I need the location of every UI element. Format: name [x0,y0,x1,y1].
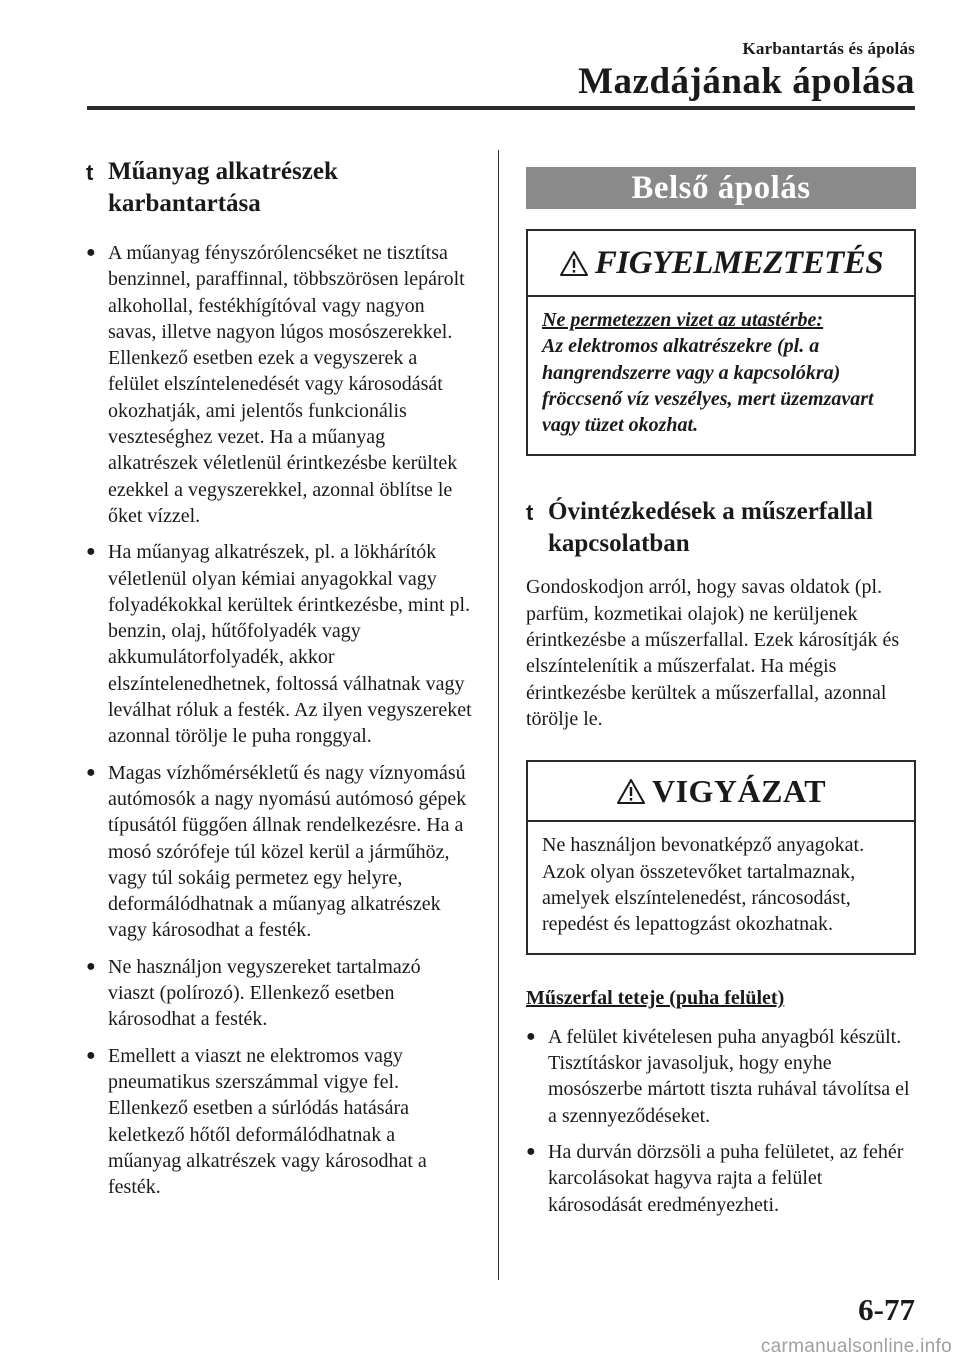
page-title: Mazdájának ápolása [578,61,915,102]
subheading-soft-surface: Műszerfal teteje (puha felület) [526,987,785,1010]
dashboard-paragraph: Gondoskodjon arról, hogy savas oldatok (pl. parfüm, kozmetikai olajok) ne kerüljenek érintkezésbe a műszerfallal. Ezek károsítják és elszíntelenítik a műszerfalat. Ha mégis érintkezésbe kerültek a műszerfallal, azonnal törölje le. [526,576,900,730]
list-item-text: A műanyag fényszórólencséket ne tisztítsa benzinnel, paraffinnal, többszörösen lepárolt alkohollal, festékhígítóval vagy nagyon savas, illetve nagyon lúgos mosószerekkel. Ellenkező esetben ezek a vegyszerek a felület elszíntelenedését vagy károsodását okozhatják, ami jelentős funkcionális veszteséghez vezet. Ha a műanyag alkatrészek véletlenül érintkezésbe kerültek ezekkel a vegyszerekkel, azonnal öblítse le őket vízzel. [108,242,465,527]
warning-text: Az elektromos alkatrészekre (pl. a hangrendszerre vagy a kapcsolókra) fröccsenő víz veszélyes, mert üzemzavart vagy tüzet okozhat. [542,335,874,437]
bullet-icon: ● [526,1027,536,1045]
section-heading-text: Műanyag alkatrészek karbantartása [108,158,338,217]
soft-surface-bullet-list [526,1024,916,1218]
list-item [86,240,472,529]
section-heading-dashboard [526,496,916,560]
list-item [86,760,472,944]
list-item-text: Emellett a viaszt ne elektromos vagy pneumatikus szerszámmal vigye fel. Ellenkező esetben a súrlódás hatására keletkező hőtől deformálódhatnak a műanyag alkatrészek vagy károsodhat a festék. [108,1044,427,1199]
warning-box-body [528,297,914,454]
bullet-icon: ● [86,244,96,261]
caution-title: VIGYÁZAT [651,772,827,809]
list-item [526,1139,916,1218]
caution-box [526,760,916,955]
warning-box-header [528,231,914,297]
section-marker: t [86,160,94,185]
caution-line-1: Ne használjon bevonatképző anyagokat. [542,834,865,857]
section-heading-text: Óvintézkedések a műszerfallal kapcsolatban [548,498,873,558]
page-number: 6-77 [858,1292,915,1327]
list-item-text: Magas vízhőmérsékletű és nagy víznyomású autómosók a nagy nyomású autómosó gépek típusától függően állnak rendelkezésre. Ha a mosó szórófeje túl közel kerül a járműhöz, vagy túl sokáig permetez egy helyre, deformálódhatnak a műanyag alkatrészek vagy károsodhat a festék. [108,761,467,942]
section-marker: t [526,500,534,526]
bullet-icon: ● [86,543,96,561]
caution-box-header [528,762,914,822]
caution-triangle-icon [616,778,646,805]
list-item [86,1043,472,1201]
warning-triangle-icon [559,250,589,277]
right-column [526,167,916,1228]
list-item [86,954,472,1033]
interior-care-banner: Belső ápolás [526,167,916,209]
warning-lead: Ne permetezzen vizet az utastérbe: [542,309,824,331]
list-item-text: Ne használjon vegyszereket tartalmazó viaszt (polírozó). Ellenkező esetben károsodhat a festék. [108,955,421,1031]
column-divider [498,150,499,1280]
list-item [86,539,472,749]
caution-line-2: Azok olyan összetevőket tartalmaznak, amelyek elszíntelenedést, ráncosodást, repedést és lepattogzást okozhatnak. [542,860,856,936]
list-item [526,1024,916,1129]
caution-box-body [528,822,914,953]
watermark: carmanualsonline.info [760,1336,952,1357]
left-column [86,156,472,1210]
section-heading-plastic [86,156,472,220]
list-item-text: A felület kivételesen puha anyagból készült. Tisztításkor javasoljuk, hogy enyhe mosószerbe mártott tiszta ruhával távolítsa el a szennyeződéseket. [548,1025,910,1127]
bullet-icon: ● [526,1142,536,1160]
header-rule [87,106,915,110]
section-label: Karbantartás és ápolás [742,39,915,58]
bullet-icon: ● [86,1046,96,1064]
bullet-icon: ● [86,957,96,975]
warning-box [526,229,916,456]
list-item-text: Ha durván dörzsöli a puha felületet, az fehér karcolásokat hagyva rajta a felület károsodását eredményezheti. [548,1140,904,1216]
list-item-text: Ha műanyag alkatrészek, pl. a lökhárítók véletlenül olyan kémiai anyagokkal vagy folyadékokkal kerültek érintkezésbe, mint pl. benzin, olaj, hűtőfolyadék vagy akkumulátorfolyadék, akkor elszíntelenedhetnek, foltossá válhatnak vagy leválhat róluk a festék. Az ilyen vegyszereket azonnal törölje le puha ronggyal. [108,541,472,748]
bullet-icon: ● [86,763,96,781]
plastic-bullet-list [86,240,472,1200]
warning-title: FIGYELMEZTETÉS [594,244,884,281]
